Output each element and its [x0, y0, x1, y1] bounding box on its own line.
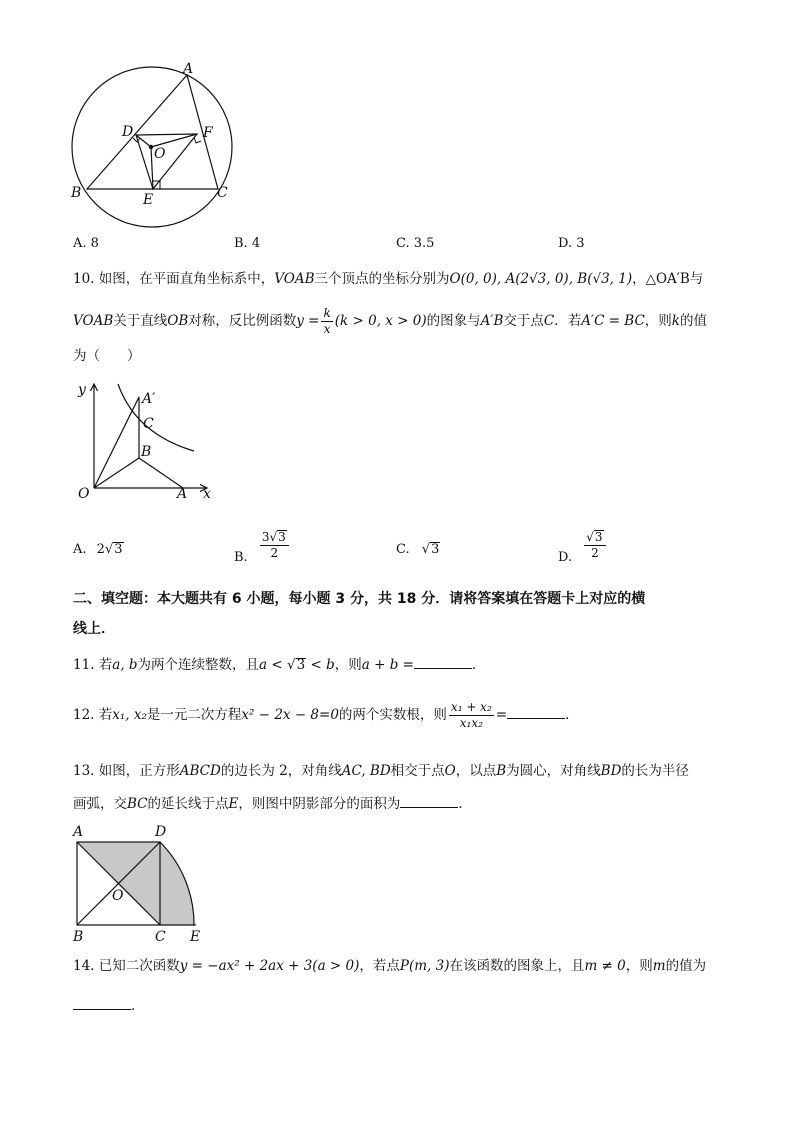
label-a: A [183, 61, 194, 77]
q9-option-c[interactable]: C. 3.5 [396, 236, 435, 251]
label-b: B [73, 929, 84, 944]
label-e: E [190, 929, 201, 944]
q9-option-a[interactable]: A. 8 [73, 236, 99, 251]
q9-figure [60, 58, 250, 233]
label-o: O [154, 146, 166, 162]
q12: 12. 若x₁, x₂是一元二次方程x² − 2x − 8=0的两个实数根，则 $\frac{\text{x₁ + x₂}}{\text{x₁x₂}}$ = ． [73, 700, 579, 730]
label-o: O [78, 486, 90, 502]
q13-answer-blank[interactable] [400, 795, 458, 808]
label-d: D [155, 824, 167, 840]
q10-option-b-fraction: $\frac{3√3}{2}$ [260, 530, 289, 561]
q10-func-fraction: $\frac{k}{x}$ [323, 306, 331, 336]
q10-option-a[interactable]: A. 2√3 [73, 542, 123, 557]
section-2-heading: 二、填空题：本大题共有 6 小题，每小题 3 分，共 18 分．请将答案填在答题卡上对应的横 线上． [73, 591, 646, 637]
right-angle-d [133, 138, 140, 142]
label-x: x [203, 486, 211, 502]
q9-option-d[interactable]: D. 3 [558, 236, 585, 251]
label-d: D [122, 124, 134, 140]
q10-options [73, 530, 773, 570]
q10-line-1: 10. 如图，在平面直角坐标系中，VOAB三个顶点的坐标分别为O(0, 0), A(2√3, 0), B(√3, 1)，△OA′B与 [73, 271, 704, 287]
q9-option-b[interactable]: B. 4 [234, 236, 261, 251]
q10-line-3: 为（ ） [73, 348, 141, 364]
q10-option-b[interactable]: B. $\frac{3√3}{2}$ [234, 530, 291, 561]
q10-option-d-fraction: $\frac{√3}{2}$ [584, 530, 605, 561]
label-f: F [203, 125, 213, 141]
label-a: A [177, 486, 188, 502]
q13-line-1: 13. 如图，正方形ABCD的边长为 2，对角线AC, BD相交于点O，以点B为圆心，对角线BD的长为半径 [73, 763, 689, 779]
q10-line-2: VOAB关于直线OB对称，反比例函数y = $\frac{k}{x}$ (k > 0, x > 0)的图象与A′B交于点C．若A′C = BC，则k的值 [73, 306, 707, 336]
segment-ba [139, 458, 183, 488]
q10-figure [70, 378, 220, 503]
right-angle-f [194, 137, 201, 143]
label-e: E [143, 192, 154, 208]
label-b: B [71, 185, 82, 201]
q13-figure [68, 822, 208, 944]
q10-option-d[interactable]: D. $\frac{√3}{2}$ [558, 530, 608, 561]
label-a-prime: A′ [142, 391, 156, 407]
q14-answer-blank[interactable] [73, 997, 131, 1010]
point-o [149, 145, 153, 149]
label-a: A [73, 824, 84, 840]
label-c: C [155, 929, 166, 944]
label-c: C [143, 416, 154, 432]
q14-line-2: ． [73, 995, 733, 1017]
q12-fraction: $\frac{\text{x₁ + x₂}}{\text{x₁x₂}}$ [450, 700, 492, 730]
q14-line-1: 14. 已知二次函数y = −ax² + 2ax + 3(a > 0)，若点P(m, 3)在该函数的图象上，且m ≠ 0，则m的值为 [73, 958, 707, 974]
q10-option-c[interactable]: C. √3 [396, 542, 440, 557]
q11: 11. 若a, b为两个连续整数，且a < √3 < b，则a + b = ． [73, 657, 486, 673]
label-o: O [112, 888, 124, 904]
label-c: C [217, 185, 228, 201]
q11-answer-blank[interactable] [414, 656, 472, 669]
label-b: B [141, 444, 152, 460]
label-y: y [78, 382, 86, 398]
q13-line-2: 画弧，交BC的延长线于点E，则图中阴影部分的面积为 ． [73, 796, 472, 812]
q12-answer-blank[interactable] [507, 706, 565, 719]
